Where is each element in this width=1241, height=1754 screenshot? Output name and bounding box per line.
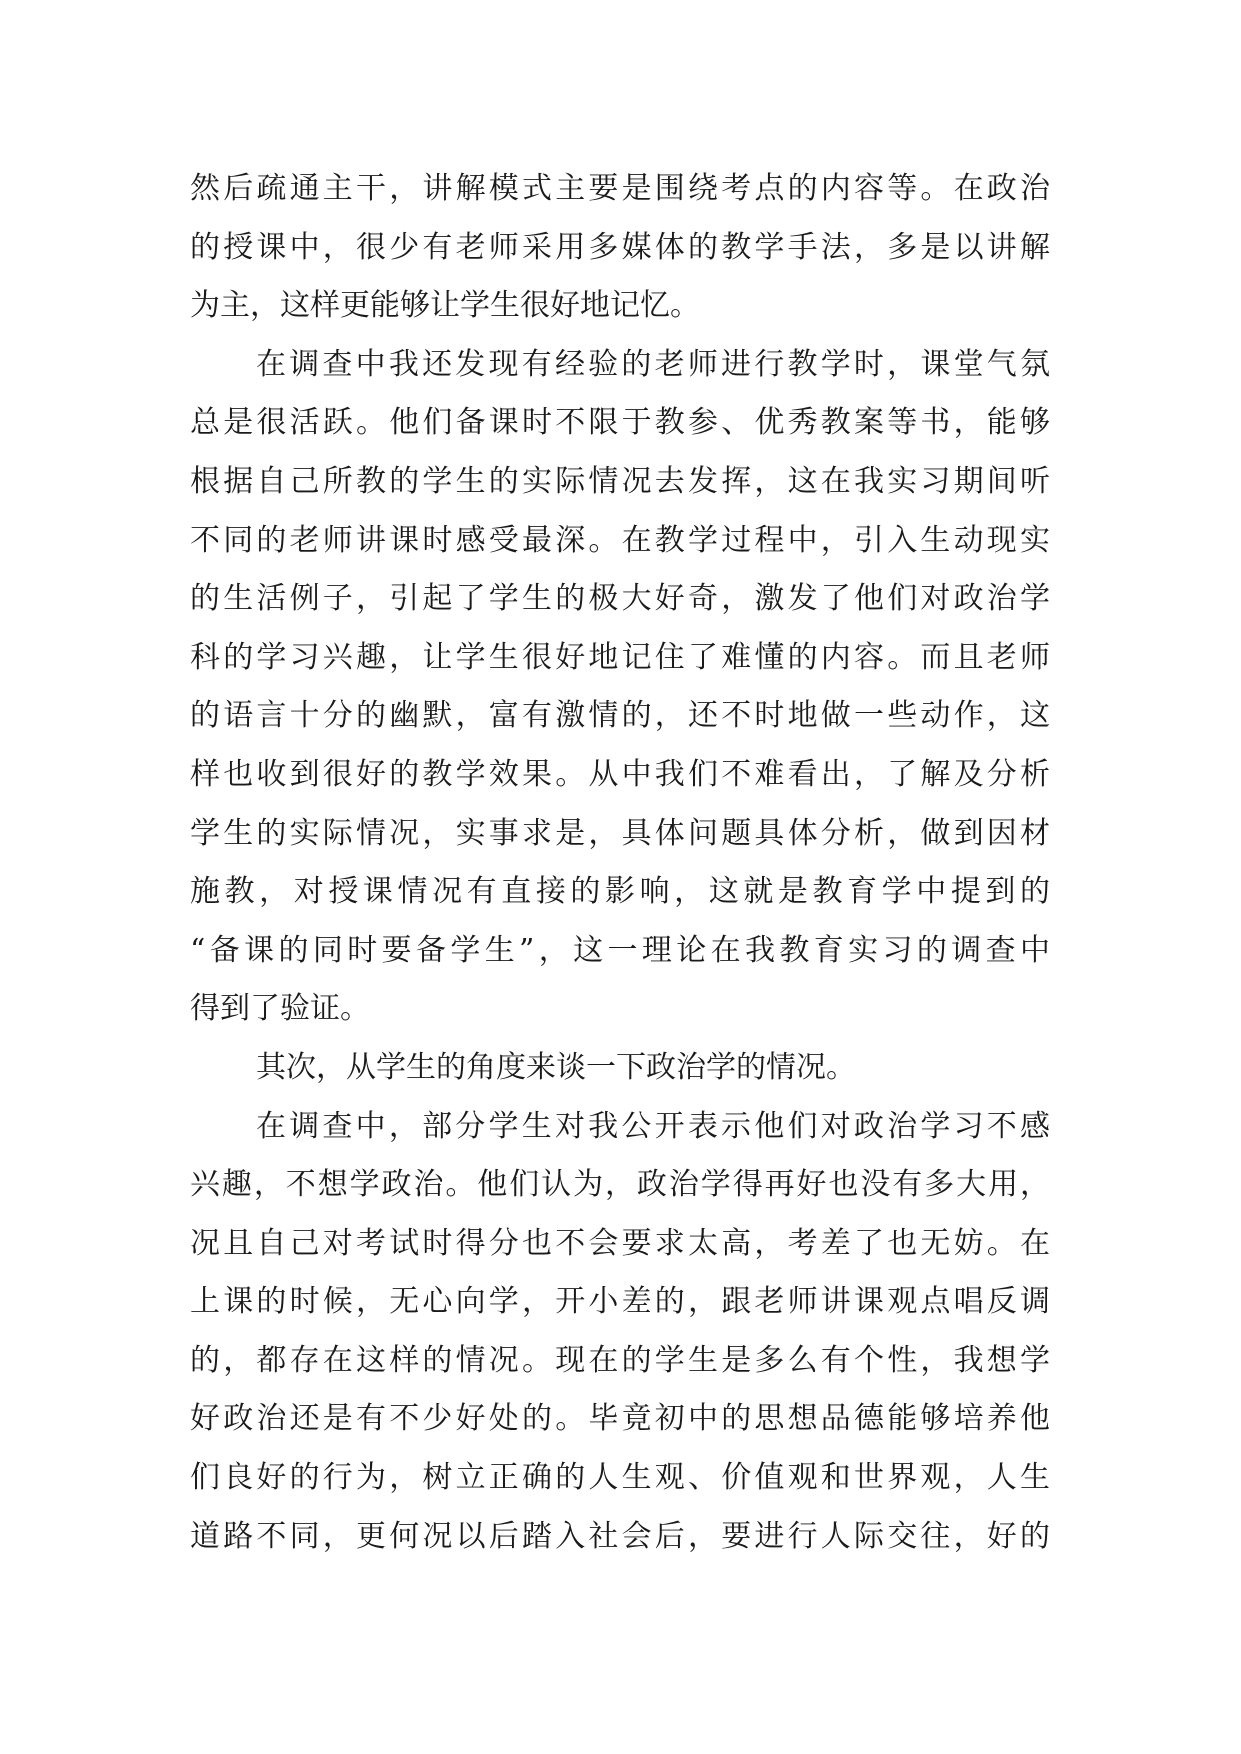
paragraph-first-line: 其次，从学生的角度来谈一下政治学的情况。 bbox=[256, 1049, 856, 1085]
text-line: 道路不同，更何况以后踏入社会后，要进行人际交往，好的 bbox=[190, 1518, 1050, 1554]
paragraph-first-line: 在调查中我还发现有经验的老师进行教学时，课堂气氛 bbox=[256, 346, 1050, 382]
text-line: 根据自己所教的学生的实际情况去发挥，这在我实习期间听 bbox=[190, 463, 1050, 499]
text-line: “备课的同时要备学生”，这一理论在我教育实习的调查中 bbox=[190, 932, 1050, 968]
document-page bbox=[190, 160, 1050, 1566]
text-line: 样也收到很好的教学效果。从中我们不难看出，了解及分析 bbox=[190, 756, 1050, 792]
paragraph-first-line: 在调查中，部分学生对我公开表示他们对政治学习不感 bbox=[256, 1108, 1050, 1144]
text-line: 为主，这样更能够让学生很好地记忆。 bbox=[190, 288, 700, 324]
text-line: 的生活例子，引起了学生的极大好奇，激发了他们对政治学 bbox=[190, 581, 1050, 617]
text-line: 兴趣，不想学政治。他们认为，政治学得再好也没有多大用， bbox=[190, 1167, 1050, 1203]
text-line: 学生的实际情况，实事求是，具体问题具体分析，做到因材 bbox=[190, 815, 1050, 851]
text-line: 况且自己对考试时得分也不会要求太高，考差了也无妨。在 bbox=[190, 1225, 1050, 1261]
text-line: 的语言十分的幽默，富有激情的，还不时地做一些动作，这 bbox=[190, 698, 1050, 734]
text-line: 不同的老师讲课时感受最深。在教学过程中，引入生动现实 bbox=[190, 522, 1050, 558]
text-line: 总是很活跃。他们备课时不限于教参、优秀教案等书，能够 bbox=[190, 405, 1050, 441]
text-line: 上课的时候，无心向学，开小差的，跟老师讲课观点唱反调 bbox=[190, 1284, 1050, 1320]
text-line: 的，都存在这样的情况。现在的学生是多么有个性，我想学 bbox=[190, 1342, 1050, 1378]
text-line: 们良好的行为，树立正确的人生观、价值观和世界观，人生 bbox=[190, 1460, 1050, 1496]
text-line: 然后疏通主干，讲解模式主要是围绕考点的内容等。在政治 bbox=[190, 171, 1050, 206]
text-line: 得到了验证。 bbox=[190, 991, 370, 1027]
text-line: 施教，对授课情况有直接的影响，这就是教育学中提到的 bbox=[190, 874, 1050, 910]
text-line: 科的学习兴趣，让学生很好地记住了难懂的内容。而且老师 bbox=[190, 639, 1050, 675]
text-line: 的授课中，很少有老师采用多媒体的教学手法，多是以讲解 bbox=[190, 229, 1050, 265]
text-line: 好政治还是有不少好处的。毕竟初中的思想品德能够培养他 bbox=[190, 1401, 1050, 1437]
